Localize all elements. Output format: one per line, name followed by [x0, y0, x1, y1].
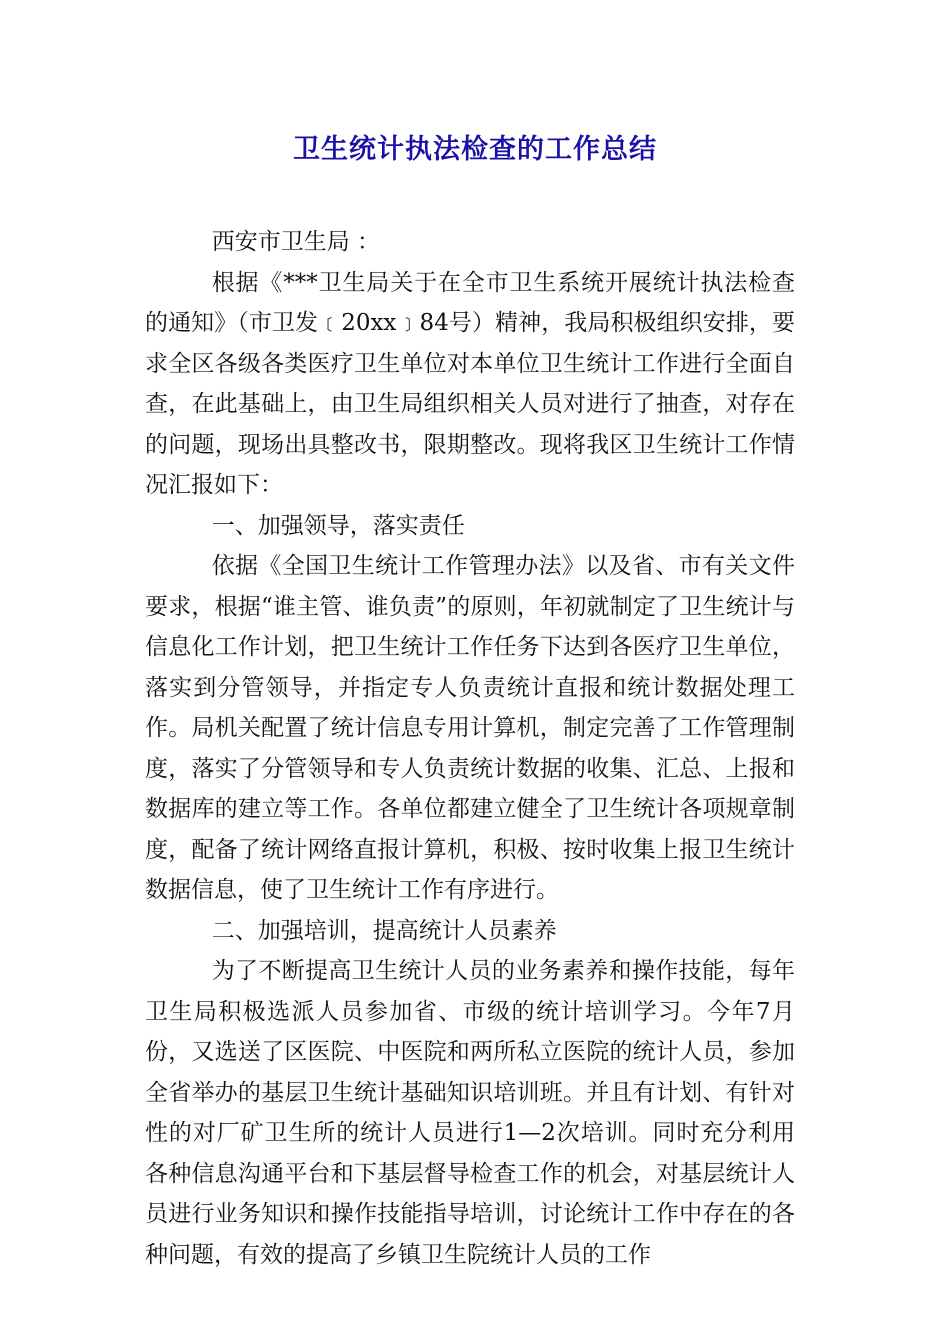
document-body — [145, 222, 795, 1275]
paragraph-section-1: 依据《全国卫生统计工作管理办法》以及省、市有关文件要求，根据“谁主管、谁负责”的原则，年初就制定了卫生统计与信息化工作计划，把卫生统计工作任务下达到各医疗卫生单位，落实到分管领导，并指定专人负责统计直报和统计数据处理工作。局机关配置了统计信息专用计算机，制定完善了工作管理制度，落实了分管领导和专人负责统计数据的收集、汇总、上报和数据库的建立等工作。各单位都建立健全了卫生统计各项规章制度，配备了统计网络直报计算机，积极、按时收集上报卫生统计数据信息，使了卫生统计工作有序进行。 — [145, 553, 795, 903]
section-heading-1: 一、加强领导，落实责任 — [211, 512, 465, 539]
salutation: 西安市卫生局 ： — [211, 229, 380, 255]
paragraph-section-2: 为了不断提高卫生统计人员的业务素养和操作技能，每年卫生局积极选派人员参加省、市级的统计培训学习。今年7月份，又选送了区医院、中医院和两所私立医院的统计人员，参加全省举办的基层卫生统计基础知识培训班。并且有计划、有针对性的对厂矿卫生所的统计人员进行1—2次培训。同时充分利用各种信息沟通平台和下基层督导检查工作的机会，对基层统计人员进行业务知识和操作技能指导培训，讨论统计工作中存在的各种问题，有效的提高了乡镇卫生院统计人员的工作 — [145, 958, 795, 1268]
document-title: 卫生统计执法检查的工作总结 — [293, 134, 657, 165]
section-heading-2: 二、加强培训，提高统计人员素养 — [211, 917, 557, 944]
paragraph-intro: 根据《***卫生局关于在全市卫生系统开展统计执法检查的通知》（市卫发﹝20xx﹞84号）精神，我局积极组织安排，要求全区各级各类医疗卫生单位对本单位卫生统计工作进行全面自查，在此基础上，由卫生局组织相关人员对进行了抽查，对存在的问题，现场出具整改书，限期整改。现将我区卫生统计工作情况汇报如下： — [145, 269, 795, 498]
